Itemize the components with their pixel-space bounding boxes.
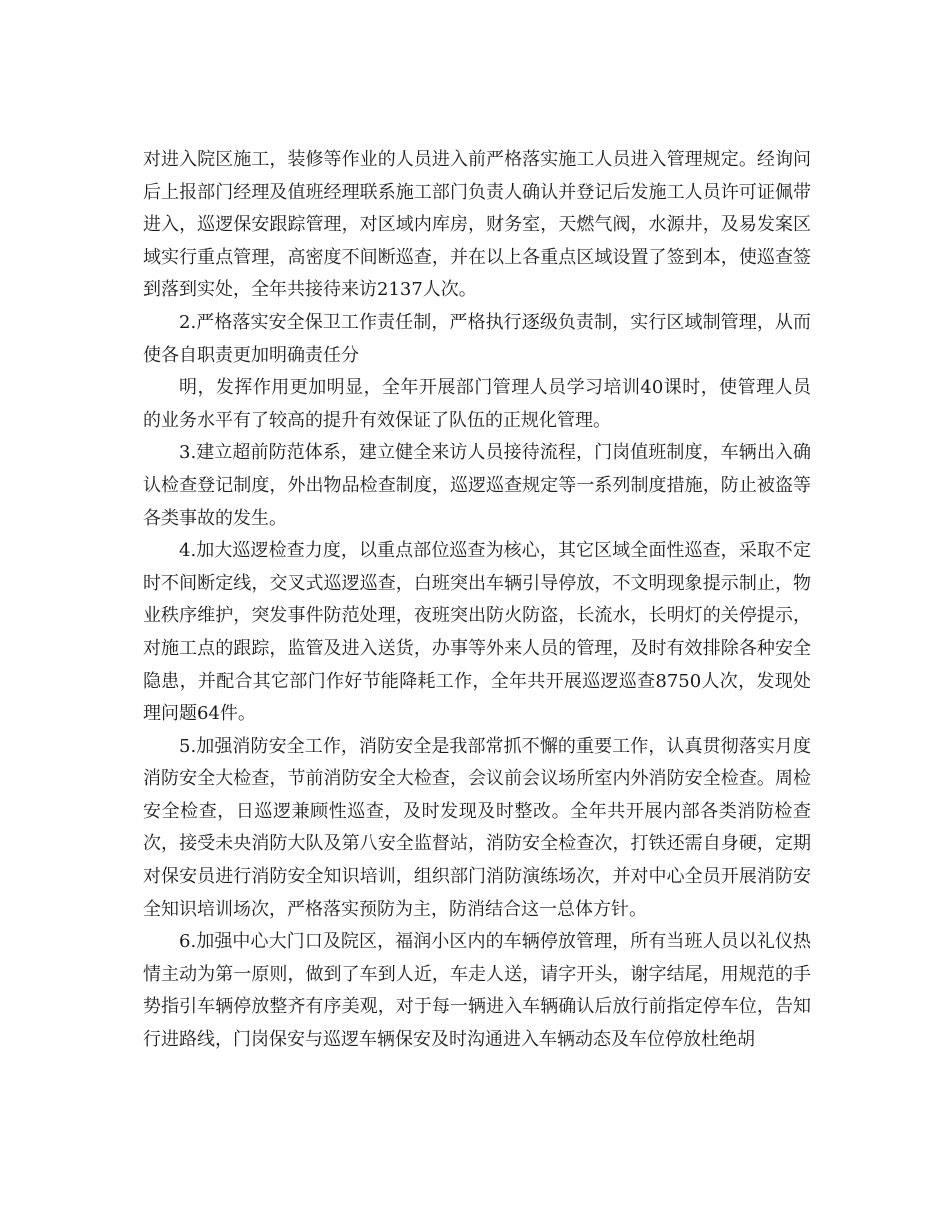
paragraph-item-2-responsibility: 2.严格落实安全保卫工作责任制，严格执行逐级负责制，实行区域制管理，从而使各自职责更加明确责任分 [143, 311, 811, 366]
paragraph-item-5-fire-safety: 5.加强消防安全工作，消防安全是我部常抓不懈的重要工作，认真贯彻落实月度消防安全大检查，节前消防安全大检查，会议前会议场所室内外消防安全检查。周检安全检查，日巡逻兼顾性巡查，及时发现及时整改。全年共开展内部各类消防检查次，接受未央消防大队及第八安全监督站，消防安全检查次，打铁还需自身硬，定期对保安员进行消防安全知识培训，组织部门消防演练场次，并对中心全员开展消防安全知识培训场次，严格落实预防为主，防消结合这一总体方针。 [143, 735, 811, 920]
paragraph-item-6-parking: 6.加强中心大门口及院区，福润小区内的车辆停放管理，所有当班人员以礼仪热情主动为第一原则，做到了车到人近，车走人送，请字开头，谢字结尾，用规范的手势指引车辆停放整齐有序美观，对于每一辆进入车辆确认后放行前指定停车位，告知行进路线，门岗保安与巡逻车辆保安及时沟通进入车辆动态及车位停放杜绝胡 [143, 931, 811, 1051]
paragraph-item-2-continued: 明，发挥作用更加明显，全年开展部门管理人员学习培训40课时，使管理人员的业务水平有了较高的提升有效保证了队伍的正规化管理。 [143, 377, 811, 431]
paragraph-item-4-patrol: 4.加大巡逻检查力度，以重点部位巡查为核心，其它区域全面性巡查，采取不定时不间断定线，交叉式巡逻巡查，白班突出车辆引导停放，不文明现象提示制止，物业秩序维护，突发事件防范处理，夜班突出防火防盗，长流水，长明灯的关停提示，对施工点的跟踪，监管及进入送货，办事等外来人员的管理，及时有效排除各种安全隐患，并配合其它部门作好节能降耗工作，全年共开展巡逻巡查8750人次，发现处理问题64件。 [143, 540, 811, 725]
document-page [143, 144, 811, 1057]
paragraph-entry-management: 对进入院区施工，装修等作业的人员进入前严格落实施工人员进入管理规定。经询问后上报部门经理及值班经理联系施工部门负责人确认并登记后发施工人员许可证佩带进入，巡逻保安跟踪管理，对区域内库房，财务室，天燃气阀，水源井，及易发案区域实行重点管理，高密度不间断巡查，并在以上各重点区域设置了签到本，使巡查签到落到实处，全年共接待来访2137人次。 [143, 149, 811, 301]
paragraph-item-3-prevention: 3.建立超前防范体系，建立健全来访人员接待流程，门岗值班制度，车辆出入确认检查登记制度，外出物品检查制度，巡逻巡查规定等一系列制度措施，防止被盗等各类事故的发生。 [143, 442, 811, 529]
